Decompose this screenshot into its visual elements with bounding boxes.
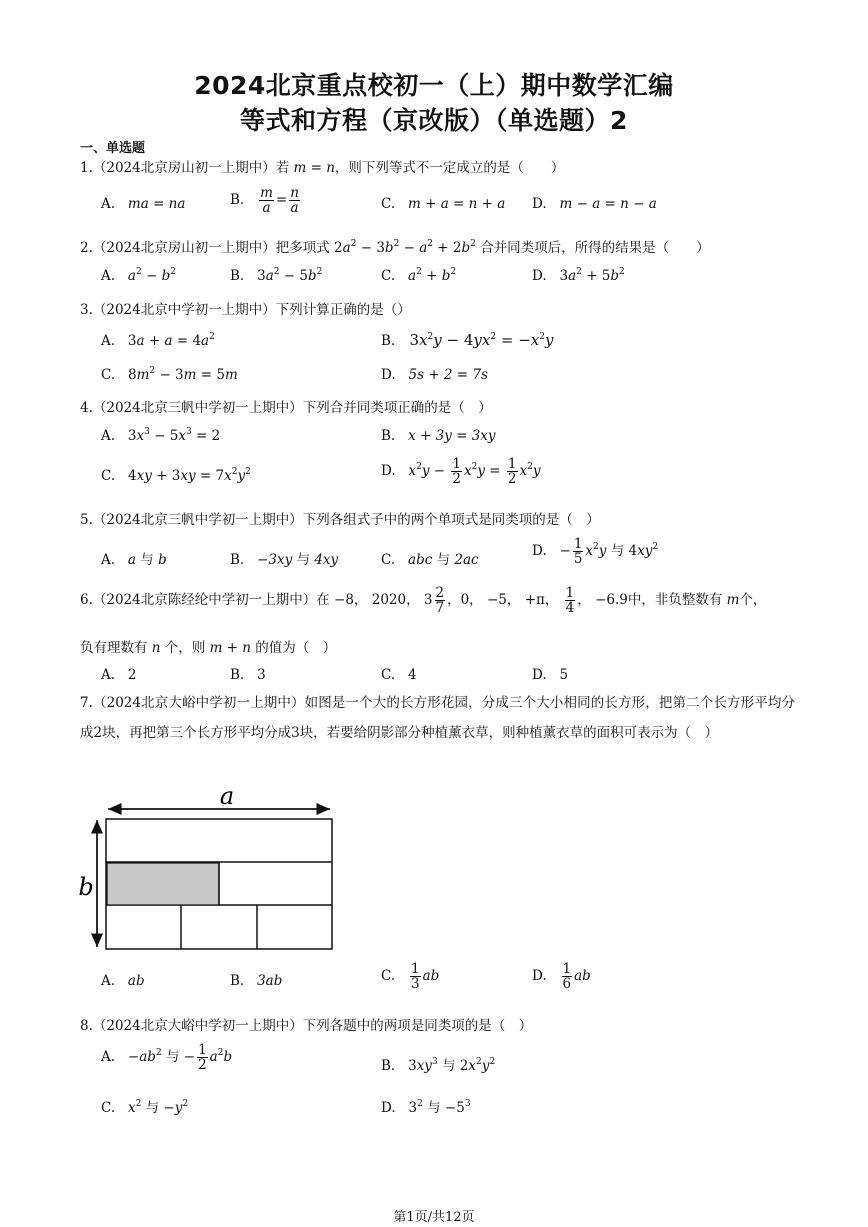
q8-option-a[interactable]: A. $-ab^2$ 与 − $\frac{1}{2}$ $a^2b$ xyxy=(101,1042,233,1074)
q2-option-a[interactable]: A. $a^2 - b^2$ xyxy=(101,267,177,284)
q1-option-d[interactable]: D. m − a = n − a xyxy=(532,196,657,212)
q6-option-b[interactable]: B. 3 xyxy=(230,667,266,683)
q8-option-d[interactable]: D. $3^2$ 与 $-5^3$ xyxy=(381,1099,471,1116)
question-7-stem: 7.（2024北京大峪中学初一上期中）如图是一个大的长方形花园，分成三个大小相同的长方形，把第二个长方形平均分成2块，再把第三个长方形平均分成3块，若要给阴影部分种植薰衣草，则种植薰衣草的面积可表示为（ ） xyxy=(80,695,795,741)
q2-option-d[interactable]: D. $3a^2 + 5b^2$ xyxy=(532,267,625,284)
q4-option-d[interactable]: D. $x^2y$ − $\frac{1}{2}$ $x^2y$ = $\frac{1}{2}$ $x^2y$ xyxy=(381,456,541,488)
q4-option-c[interactable]: C. $4xy + 3xy = 7x^2y^2$ xyxy=(101,467,251,484)
question-6-stem-line1: 6.（2024北京陈经纶中学初一上期中）在 −8， 2020， 3 $\frac{2}{7}$ ，0， −5， +π， $\frac{1}{4}$ ， −6.9中，非负整数有 m个， xyxy=(80,585,767,617)
q1-option-a[interactable]: A. ma = na xyxy=(101,196,186,212)
section-title: 一、单选题 xyxy=(80,141,146,156)
question-5-stem: 5.（2024北京三帆中学初一上期中）下列各组式子中的两个单项式是同类项的是（ ） xyxy=(80,512,600,528)
q5-option-b[interactable]: B. −3xy 与 4xy xyxy=(230,552,339,568)
q3-option-b[interactable]: B. $3x^2y - 4yx^2 = -x^2y$ xyxy=(381,331,554,349)
width-label: a xyxy=(219,787,235,810)
q7-option-c[interactable]: C. $\frac{1}{3}$ ab xyxy=(381,961,440,993)
question-8-stem: 8.（2024北京大峪中学初一上期中）下列各题中的两项是同类项的是（ ） xyxy=(80,1018,533,1034)
question-6-stem-line2: 负有理数有 n 个，则 m + n 的值为（ ） xyxy=(80,640,337,656)
page-subtitle: 等式和方程（京改版）（单选题）2 xyxy=(240,106,628,135)
q3-option-d[interactable]: D. 5s + 2 = 7s xyxy=(381,367,488,383)
q6-option-c[interactable]: C. 4 xyxy=(381,667,417,683)
q4-option-a[interactable]: A. $3x^3 - 5x^3 = 2$ xyxy=(101,427,221,444)
page-title: 2024北京重点校初一（上）期中数学汇编 xyxy=(194,71,674,100)
q2-option-b[interactable]: B. $3a^2 - 5b^2$ xyxy=(230,267,323,284)
question-3-stem: 3.（2024北京中学初一上期中）下列计算正确的是（） xyxy=(80,302,411,318)
page-footer: 第1页/共12页 xyxy=(393,1210,475,1225)
q4-option-b[interactable]: B. x + 3y = 3xy xyxy=(381,428,496,444)
q6-option-d[interactable]: D. 5 xyxy=(532,667,569,683)
q5-option-a[interactable]: A. a 与 b xyxy=(101,552,167,568)
q8-option-b[interactable]: B. $3xy^3$ 与 $2x^2y^2$ xyxy=(381,1057,496,1074)
q7-option-d[interactable]: D. $\frac{1}{6}$ ab xyxy=(532,961,591,993)
height-label: b xyxy=(78,873,94,901)
q1-option-c[interactable]: C. m + a = n + a xyxy=(381,196,506,212)
q2-option-c[interactable]: C. $a^2 + b^2$ xyxy=(381,267,457,284)
question-2-stem: 2.（2024北京房山初一上期中）把多项式 $2a^2 - 3b^2 - a^2 + 2b^2$ 合并同类项后，所得的结果是（ ） xyxy=(80,239,710,256)
q8-option-c[interactable]: C. $x^2$ 与 $-y^2$ xyxy=(101,1099,189,1116)
q1-option-b[interactable]: B. $\frac{m}{a}$ = $\frac{n}{a}$ xyxy=(230,185,299,217)
q6-option-a[interactable]: A. 2 xyxy=(101,667,137,683)
q5-option-c[interactable]: C. abc 与 2ac xyxy=(381,552,479,568)
q7-option-a[interactable]: A. ab xyxy=(101,973,145,989)
q3-option-a[interactable]: A. $3a + a = 4a^2$ xyxy=(101,332,215,349)
garden-diagram xyxy=(72,787,342,957)
question-1-stem: 1.（2024北京房山初一上期中）若 m = n，则下列等式不一定成立的是（ ） xyxy=(80,160,565,176)
q5-option-d[interactable]: D. − $\frac{1}{5}$ $x^2y$ 与 $4xy^2$ xyxy=(532,536,659,568)
q7-option-b[interactable]: B. 3ab xyxy=(230,973,283,989)
shaded-region xyxy=(107,863,219,905)
question-4-stem: 4.（2024北京三帆中学初一上期中）下列合并同类项正确的是（ ） xyxy=(80,400,492,416)
q3-option-c[interactable]: C. $8m^2 - 3m = 5m$ xyxy=(101,366,238,383)
